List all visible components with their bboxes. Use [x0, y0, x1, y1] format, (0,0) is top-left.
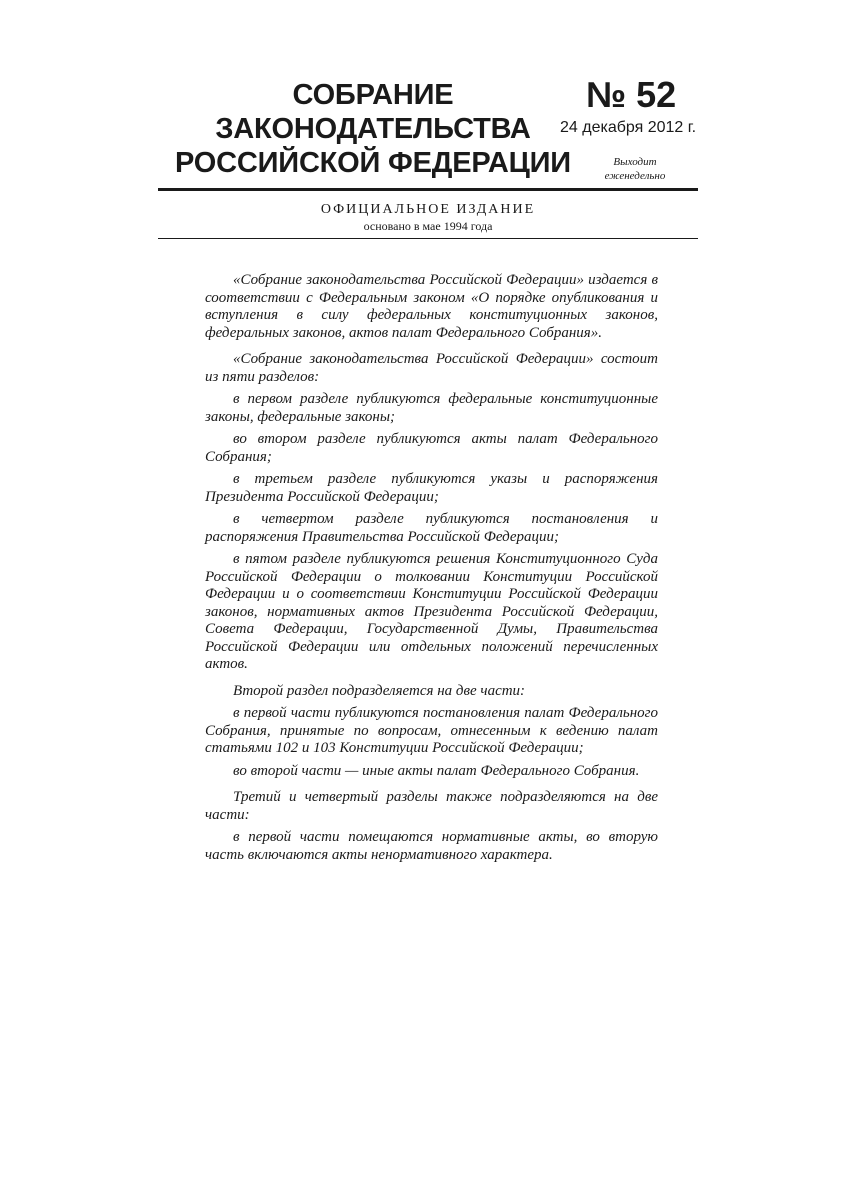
paragraph: в третьем разделе публикуются указы и распоряжения Президента Российской Федерации;: [205, 471, 658, 505]
issue-date: 24 декабря 2012 г.: [560, 119, 697, 136]
journal-title-line: РОССИЙСКОЙ ФЕДЕРАЦИИ: [175, 147, 571, 179]
frequency-line: еженедельно: [604, 170, 666, 182]
paragraph: во второй части — иные акты палат Федерального Собрания.: [233, 762, 640, 779]
paragraph: в первой части публикуются постановления палат Федерального Собрания, принятые по вопросам, отнесенным к ведению палат статьями 102 и 103 Конституции Российской Федерации;: [205, 705, 658, 756]
paragraph: «Собрание законодательства Российской Федерации» издается в соответствии с Федеральным законом «О порядке опубликования и вступления в силу федеральных конституционных законов, федеральных законов, актов палат Федерального Собрания».: [205, 272, 658, 341]
edition-divider: [158, 238, 698, 239]
header-divider: [158, 188, 698, 191]
paragraph: в пятом разделе публикуются решения Конституционного Суда Российской Федерации о толковании Конституции Российской Федерации и о соответствии Конституции Российской Федерации законов, нормативных актов Президента Российской Федерации, Совета Федерации, Государственной Думы, Правительства Российской Федерации или отдельных положений перечисленных актов.: [205, 551, 658, 672]
paragraph: «Собрание законодательства Российской Федерации» состоит из пяти разделов:: [205, 351, 658, 385]
paragraph: Второй раздел подразделяется на две части:: [233, 682, 526, 699]
paragraph: в первой части помещаются нормативные акты, во вторую часть включаются акты ненормативного характера.: [205, 829, 658, 863]
paragraph: в первом разделе публикуются федеральные конституционные законы, федеральные законы;: [205, 391, 658, 425]
issue-number: № 52: [586, 74, 677, 115]
journal-title-line: ЗАКОНОДАТЕЛЬСТВА: [215, 113, 531, 145]
frequency-line: Выходит: [613, 156, 657, 168]
edition-block: [158, 201, 698, 234]
founded-label: основано в мае 1994 года: [363, 219, 493, 233]
paragraph: в четвертом разделе публикуются постановления и распоряжения Правительства Российской Федерации;: [205, 511, 658, 545]
edition-label: ОФИЦИАЛЬНОЕ ИЗДАНИЕ: [320, 202, 536, 217]
paragraph: во втором разделе публикуются акты палат Федерального Собрания;: [205, 431, 658, 465]
paragraph: Третий и четвертый разделы также подразделяются на две части:: [205, 789, 658, 823]
journal-title: [168, 78, 578, 180]
journal-title-line: СОБРАНИЕ: [292, 79, 454, 111]
publication-frequency: [590, 155, 680, 183]
body-text: [205, 272, 658, 869]
